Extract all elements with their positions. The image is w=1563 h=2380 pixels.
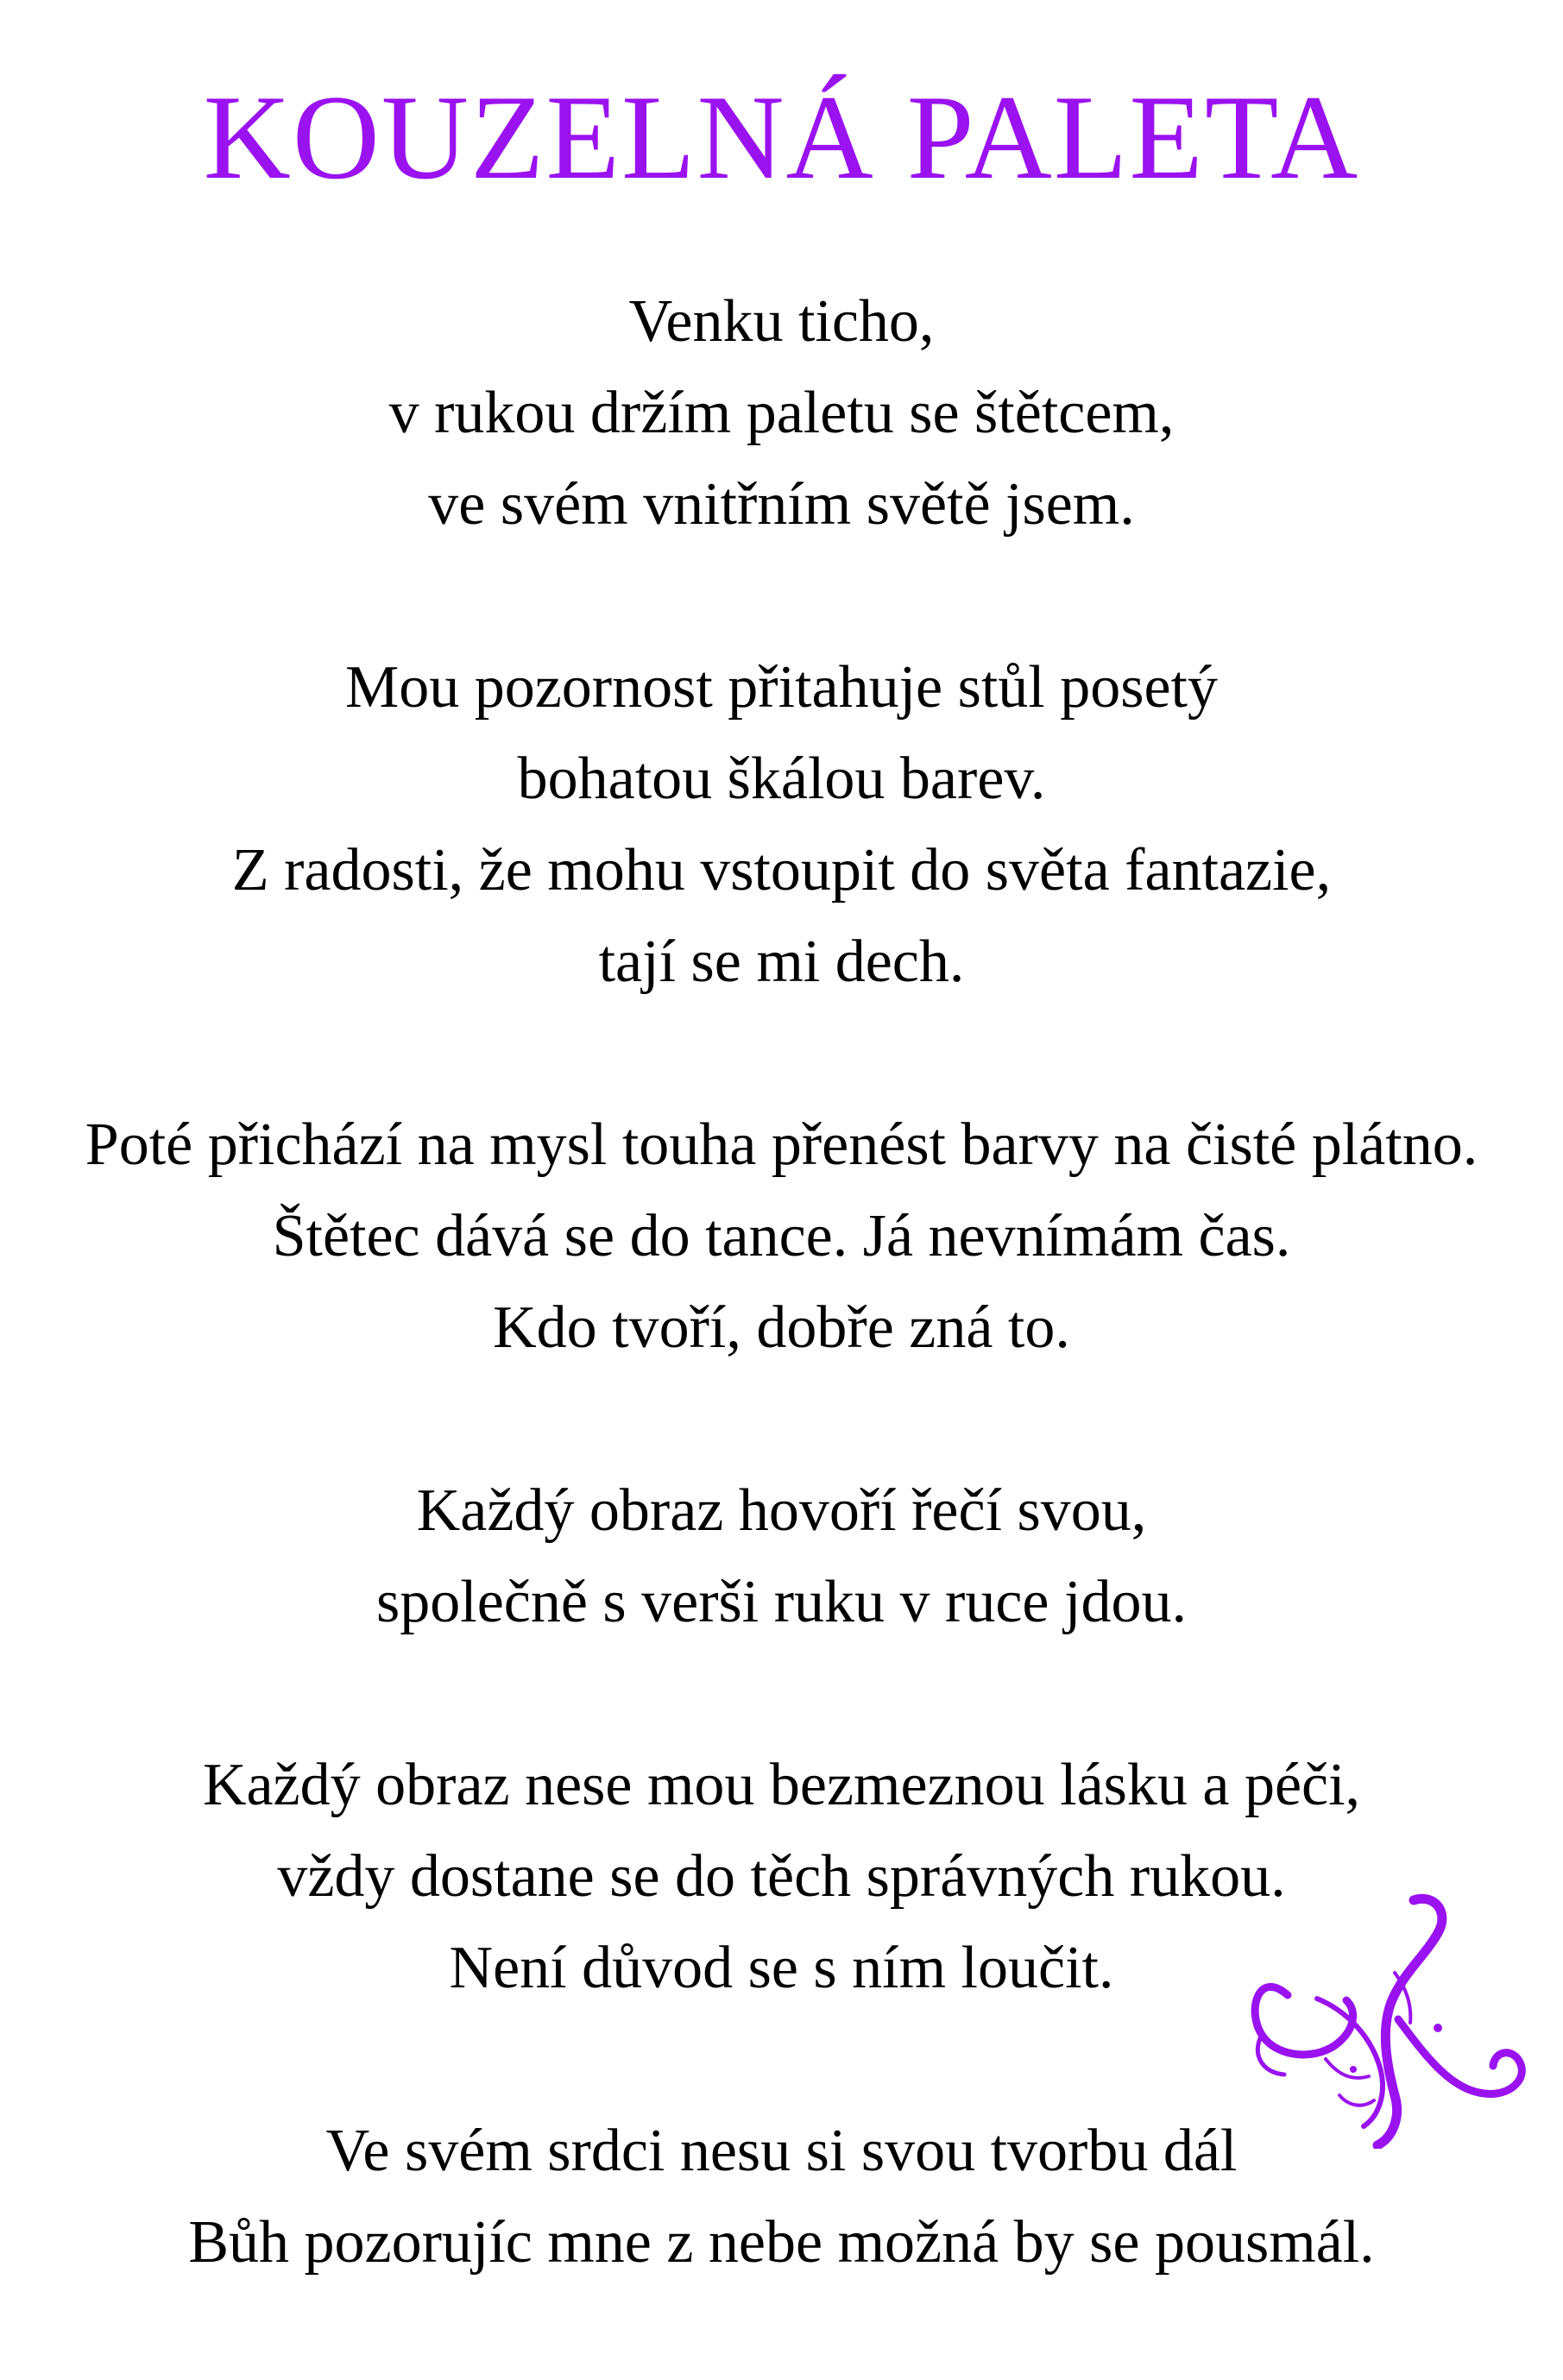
poem-line: Ve svém srdci nesu si svou tvorbu dál [325,2118,1238,2184]
stanza [0,276,1563,551]
poem-line: Bůh pozorujíc mne z nebe možná by se pousmál. [188,2209,1375,2276]
signature-stroke [1326,2059,1369,2078]
signature-stroke [1255,1986,1352,2054]
poem-line: Poté přichází na mysl touha přenést barvy na čisté plátno. [85,1111,1478,1178]
poem-line: v rukou držím paletu se štětcem, [388,380,1175,446]
poem-line: Štětec dává se do tance. Já nevnímám čas. [272,1203,1291,1269]
poem-line: Z radosti, že mohu vstoupit do světa fantazie, [231,837,1332,904]
poem-line: Venku ticho, [628,288,935,355]
poem-line: společně s verši ruku v ruce jdou. [376,1569,1187,1635]
poem-line: Kdo tvoří, dobře zná to. [493,1294,1070,1361]
signature-stroke [1339,2095,1374,2106]
signature-stroke [1398,2019,1522,2094]
poem-line: Každý obraz nese mou bezmeznou lásku a péči, [202,1752,1361,1818]
poem-line: Každý obraz hovoří řečí svou, [416,1477,1147,1544]
poem-title: KOUZELNÁ PALETA [203,71,1360,205]
stanza [0,1099,1563,1374]
poem-line: vždy dostane se do těch správných rukou. [277,1843,1286,1910]
poem-line: bohatou škálou barev. [517,746,1046,812]
poem-line: Není důvod se s ním loučit. [449,1935,1114,2001]
signature-dot [1434,2024,1442,2032]
stanza [0,642,1563,1008]
poem-line: tají se mi dech. [598,929,965,995]
signature-dot [1350,2066,1357,2073]
poem-line: ve svém vnitřním světě jsem. [428,471,1135,538]
poem-line: Mou pozornost přitahuje stůl posetý [344,654,1218,721]
signature-flourish [1243,1890,1536,2149]
stanza [0,1465,1563,1648]
